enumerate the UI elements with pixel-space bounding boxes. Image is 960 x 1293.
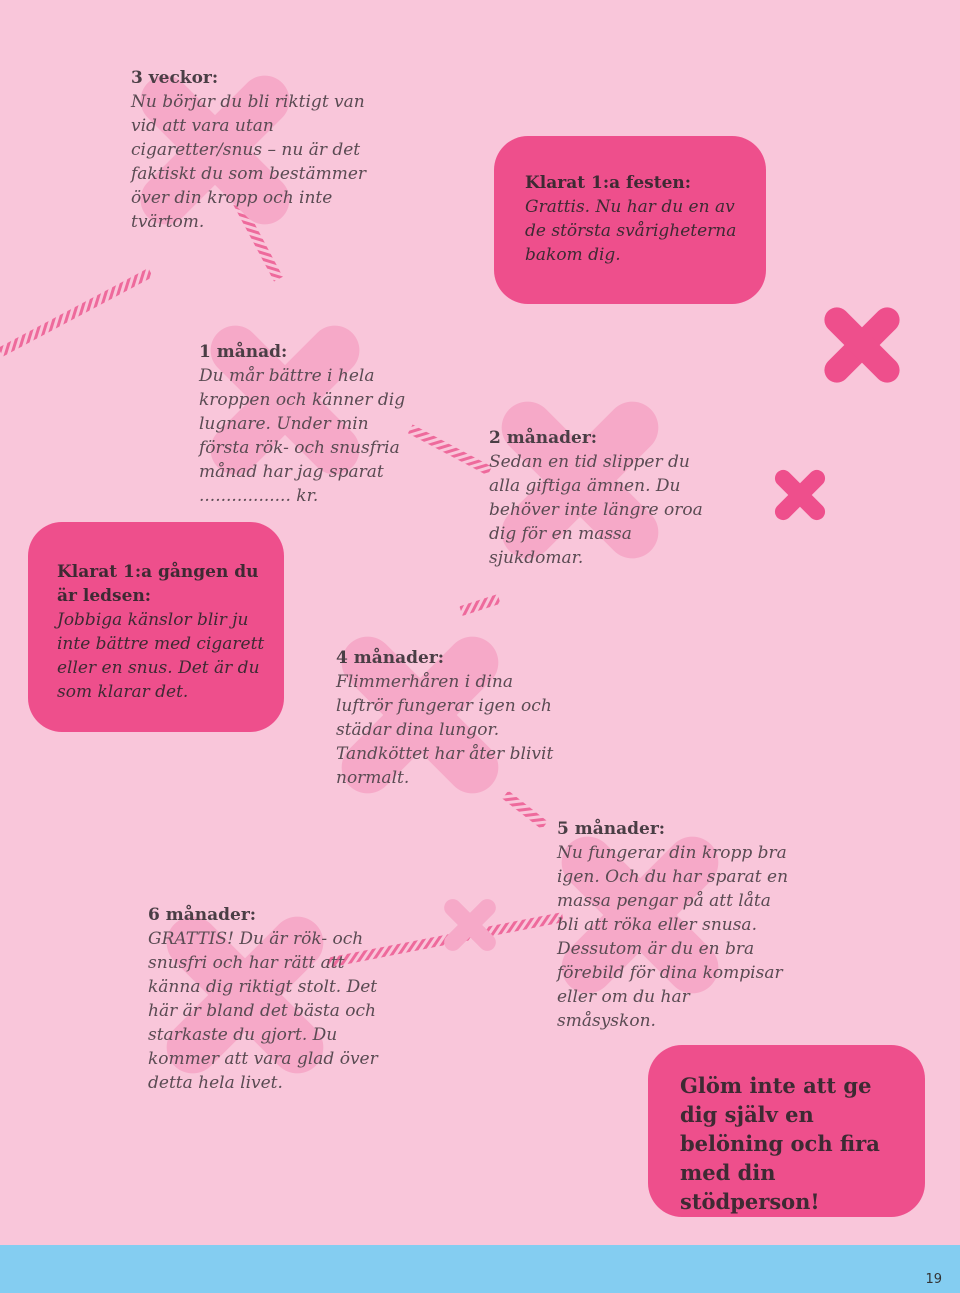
step-3-weeks xyxy=(131,66,381,234)
reward-box xyxy=(648,1045,925,1217)
box-title: Klarat 1:a gången du är ledsen: xyxy=(57,562,259,606)
step-text: Sedan en tid slipper du alla giftiga ämnen. Du behöver inte längre oroa dig för en massa sjukdomar. xyxy=(489,452,703,568)
box-text: Grattis. Nu har du en av de största svårigheterna bakom dig. xyxy=(525,197,737,265)
step-title: 6 månader: xyxy=(148,905,257,925)
step-text: Flimmerhåren i dina luftrör fungerar igen och städar dina lungor. Tandköttet har åter blivit normalt. xyxy=(336,672,554,788)
step-title: 3 veckor: xyxy=(131,68,219,88)
step-4-months xyxy=(336,646,566,790)
box-title: Klarat 1:a festen: xyxy=(525,173,692,193)
milestone-box-sad xyxy=(28,522,284,732)
step-title: 5 månader: xyxy=(557,819,666,839)
step-text: Nu börjar du bli riktigt van vid att vara utan cigaretter/snus – nu är det faktiskt du som bestämmer över din kropp och inte tvärtom. xyxy=(131,92,367,232)
step-1-month xyxy=(199,340,419,508)
page-number: 19 xyxy=(925,1272,942,1287)
step-5-months xyxy=(557,817,792,1033)
step-2-months xyxy=(489,426,711,570)
milestone-box-party xyxy=(494,136,766,304)
step-title: 4 månader: xyxy=(336,648,445,668)
reward-title: Glöm inte att ge dig själv en belöning och fira med din stödperson! xyxy=(680,1073,880,1214)
step-text: Nu fungerar din kropp bra igen. Och du har sparat en massa pengar på att låta bli att röka eller snusa. Dessutom är du en bra förebild för dina kompisar eller om du har småsyskon. xyxy=(557,843,789,1031)
step-text: Du mår bättre i hela kroppen och känner dig lugnare. Under min första rök- och snusfria månad har jag sparat ................. kr. xyxy=(199,366,406,506)
step-title: 2 månader: xyxy=(489,428,598,448)
footer-bar xyxy=(0,1245,960,1293)
box-text: Jobbiga känslor blir ju inte bättre med cigarett eller en snus. Det är du som klarar det. xyxy=(57,610,265,702)
accent-crosses xyxy=(755,277,930,540)
step-title: 1 månad: xyxy=(199,342,288,362)
step-text: GRATTIS! Du är rök- och snusfri och har rätt att känna dig riktigt stolt. Det här är bland det bästa och starkaste du gjort. Du kommer att vara glad över detta hela livet. xyxy=(148,929,378,1093)
step-6-months xyxy=(148,903,380,1095)
